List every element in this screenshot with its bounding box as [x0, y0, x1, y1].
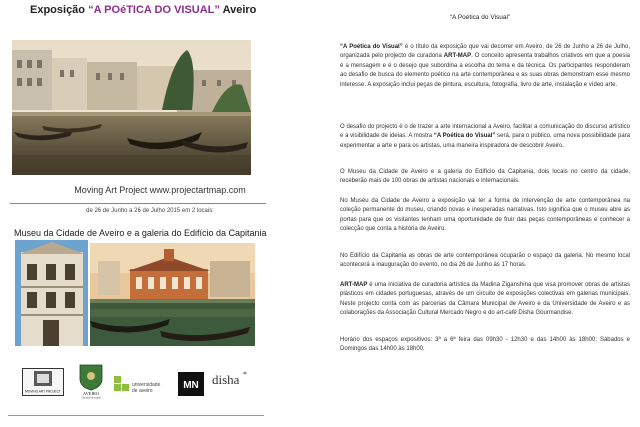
- artmap-text-1: é uma iniciativa de curadoria artística da Madina Ziganshina que visa promover obras de artistas plásticos em cidades portuguesas, através de um circuito de exposições colectivas em galerias municipais. Neste projecto conta com as parcerias da Câmara Municipal de Aveiro e da Universidade de Aveiro e as colaborações da Associação Cultural Mercado Negro e do: [340, 282, 630, 317]
- venues-heading: Museu da Cidade de Aveiro e a galeria do Edifício da Capitania: [14, 228, 267, 238]
- title-suffix: Aveiro: [222, 4, 257, 16]
- intro-text-1: é o título da exposição que vai decorrer em Aveiro, de 26 de Junho a 26 de Julho, organizada pelo projecto de curadoria: [340, 44, 630, 60]
- disha-logo-mark: *: [243, 370, 247, 379]
- univ-logo-text: universidade: [132, 382, 161, 388]
- bottom-divider: [8, 415, 264, 416]
- mercado-negro-logo: [178, 372, 204, 396]
- divider: [10, 203, 266, 204]
- project-url: Moving Art Project www.projectartmap.com: [74, 185, 246, 195]
- intro-text-2: . O conceito apresenta trabalhos criativos em que a poesia é a mensagem e é o desejo que subordina a escolha do tema e da técnica. Os participantes responderam ao desafio de busca do elemento poético na arte contemporânea e as suas obras demonstram esse mesmo interesse. A exposição inclui peças de pintura, escultura, fotografia, livro de arte, instalação e vídeo arte.: [340, 53, 631, 88]
- partner-logos: [0, 360, 320, 400]
- aveiro-logo-text: AVEIRO: [82, 391, 100, 396]
- title-quote: “A POéTICA DO VISUAL”: [88, 4, 220, 16]
- challenge-text-1: O desafio do projecto é o de trazer a arte internacional a Aveiro, facilitar a comunicação do discurso artístico e a visibilidade de ideias. A mostra: [340, 124, 630, 140]
- aveiro-logo: [76, 363, 106, 399]
- museum-photo: [15, 240, 88, 346]
- moving-art-project-logo: [22, 368, 64, 396]
- univ-logo-subtext: de aveiro: [132, 388, 153, 394]
- canal-photo: [12, 40, 251, 175]
- capitania-photo: [90, 243, 255, 346]
- paragraph-artmap: [340, 281, 630, 319]
- exhibition-dates: de 26 de Junho a 26 de Julho 2015 em 2 locais:: [86, 208, 214, 214]
- paragraph-hours: Horário dos espaços expositivos: 3ª a 6ª feira das 09h30 - 12h30 e das 14h00 às 18h00; Sábados e Domingos das 14h00 às 18h00.: [340, 337, 630, 353]
- poster-title: [30, 4, 290, 16]
- mn-logo-text: MN: [183, 380, 199, 391]
- intro-bold-title: “A Poética do Visual”: [340, 44, 403, 50]
- paragraph-intro: [340, 43, 630, 90]
- map-logo-caption: MOVING ART PROJECT: [25, 389, 61, 394]
- artmap-text-2: Disha Gourmandise.: [516, 310, 574, 317]
- artmap-bold: ART-MAP: [340, 282, 368, 288]
- aveiro-logo-subtext: Câmara Municipal: [81, 396, 101, 399]
- paragraph-locations: O Museu da Cidade de Aveiro e a galeria do Edifício da Capitania, dois locais no centro da cidade, receberão mais de 100 obras de artistas nacionais e internacionais.: [340, 169, 630, 185]
- paragraph-challenge: [340, 123, 630, 151]
- paragraph-capitania: No Edifício da Capitania as obras de arte contemporânea ocuparão o espaço da galeria. No mesmo local acontecerá a inauguração do evento, no dia 26 de Junho às 17 horas.: [340, 253, 630, 269]
- disha-logo: [212, 368, 252, 390]
- text-title: “A Poética do Visual”: [449, 14, 511, 21]
- challenge-bold-title: “A Poética do Visual”: [433, 133, 496, 140]
- title-prefix: Exposição: [30, 4, 86, 16]
- intro-bold-artmap: ART-MAP: [443, 53, 472, 60]
- disha-logo-text: disha: [212, 372, 240, 387]
- artmap-italic: art-café: [496, 310, 517, 317]
- poster-right-panel: [330, 0, 630, 427]
- paragraph-museum: No Museu da Cidade de Aveiro a exposição vai ter a forma de intervenção de arte contemporânea na coleção permanente do museu, criando novas e inesperadas narrativas. Isto significa que o museu abre as portas para que os visitantes tenham uma oportunidade de fruir das peças contemporâneas e conhecer a colecção que conta a história de Aveiro.: [340, 198, 630, 233]
- challenge-text-2: será, para o público, uma nova possibilidade para experimentar a arte e para os artistas, uma maneira inspiradora de descobrir Aveiro.: [340, 133, 630, 149]
- universidade-aveiro-logo: [114, 374, 162, 398]
